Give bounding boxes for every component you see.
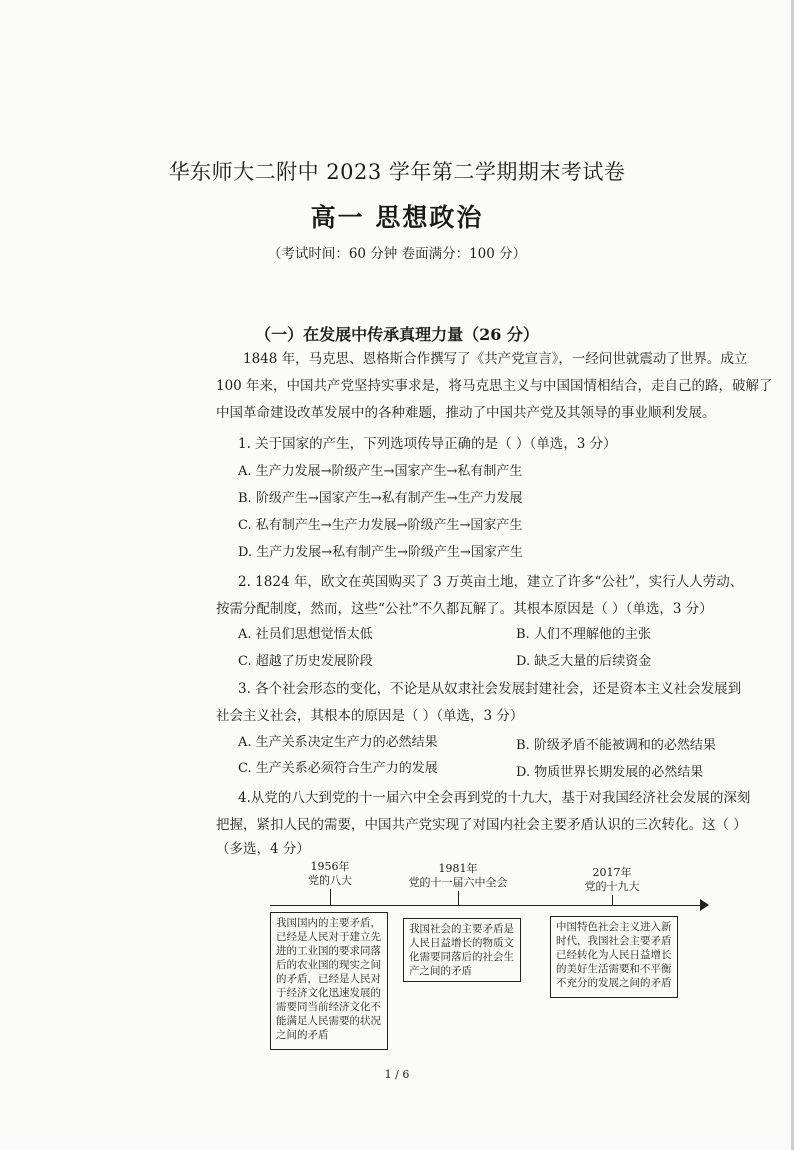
timeline-box-1981: 我国社会的主要矛盾是人民日益增长的物质文化需要同落后的社会生产之间的矛盾 [403,918,521,982]
section-intro: 1848 年，马克思、恩格斯合作撰写了《共产党宣言》，一经问世就震动了世界。成立 100 年来，中国共产党坚持实事求是，将马克思主义与中国国情相结合，走自己的路，破解了中国革命建设改革发展中的各种难题，推动了中国共产党及其领导的事业顺利发展。 [216,351,773,421]
q2-stem-line2: 按需分配制度，然而，这些“公社”不久都瓦解了。其根本原因是（ ）（单选，3 分） [216,601,713,617]
page-number: 1 / 6 [384,1068,410,1081]
exam-title: 华东师大二附中 2023 学年第二学期期末考试卷 [168,160,626,184]
q1-stem: 1. 关于国家的产生，下列选项传导正确的是（ ）（单选，3 分） [238,436,617,452]
q2-stem-line1: 2. 1824 年，欧文在英国购买了 3 万英亩土地，建立了许多“公社”，实行人人劳动、 [238,574,744,590]
exam-info: （考试时间：60 分钟 卷面满分：100 分） [267,246,527,262]
timeline-connector-1 [330,889,331,905]
q2-option-d: D. 缺乏大量的后续资金 [516,654,652,669]
timeline-event-8th-congress: 党的八大 [308,874,352,887]
q4-stem-line1: 4.从党的八大到党的十一届六中全会再到党的十九大，基于对我国经济社会发展的深刻 [238,790,751,806]
timeline-event-19th-congress: 党的十九大 [584,880,640,893]
timeline-box-2017: 中国特色社会主义进入新时代，我国社会主要矛盾已经转化为人民日益增长的美好生活需要和不平衡不充分的发展之间的矛盾 [550,916,678,998]
q4-stem-line3: （多选，4 分） [216,841,310,857]
q2-option-a: A. 社员们思想觉悟太低 [238,627,373,642]
q2-option-b: B. 人们不理解他的主张 [516,627,651,642]
q1-option-b: B. 阶级产生→国家产生→私有制产生→生产力发展 [238,491,523,506]
timeline-year-1956: 1956年 [310,860,350,873]
exam-subject: 高一 思想政治 [310,203,484,232]
timeline-axis [270,905,706,906]
q3-option-b: B. 阶级矛盾不能被调和的必然结果 [516,738,716,753]
timeline-connector-3 [612,895,613,905]
q1-option-c: C. 私有制产生→生产力发展→阶级产生→国家产生 [238,518,523,533]
q2-option-c: C. 超越了历史发展阶段 [238,654,373,669]
timeline-year-2017: 2017年 [592,866,632,879]
timeline-box-1956: 我国国内的主要矛盾，已经是人民对于建立先进的工业国的要求同落后的农业国的现实之间的矛盾，已经是人民对于经济文化迅速发展的需要同当前经济文化不能满足人民需要的状况之间的矛盾 [270,912,388,1050]
timeline-connector-2 [458,891,459,905]
q3-option-d: D. 物质世界长期发展的必然结果 [516,765,704,780]
timeline-event-6th-plenary: 党的十一届六中全会 [408,876,508,889]
q3-option-a: A. 生产关系决定生产力的必然结果 [238,735,438,750]
q1-option-a: A. 生产力发展→阶级产生→国家产生→私有制产生 [238,464,523,479]
timeline-arrowhead [700,899,709,911]
q3-stem-line1: 3. 各个社会形态的变化，不论是从奴隶社会发展封建社会，还是资本主义社会发展到 [238,681,742,697]
q3-option-c: C. 生产关系必须符合生产力的发展 [238,761,438,776]
q1-option-d: D. 生产力发展→私有制产生→阶级产生→国家产生 [238,545,523,560]
timeline-year-1981: 1981年 [438,862,478,875]
q4-stem-line2: 把握，紧扣人民的需要，中国共产党实现了对国内社会主要矛盾认识的三次转化。这（ ） [216,817,747,833]
section-heading: （一）在发展中传承真理力量（26 分） [255,325,539,344]
q3-stem-line2: 社会主义社会，其根本的原因是（ ）（单选，3 分） [216,708,524,724]
